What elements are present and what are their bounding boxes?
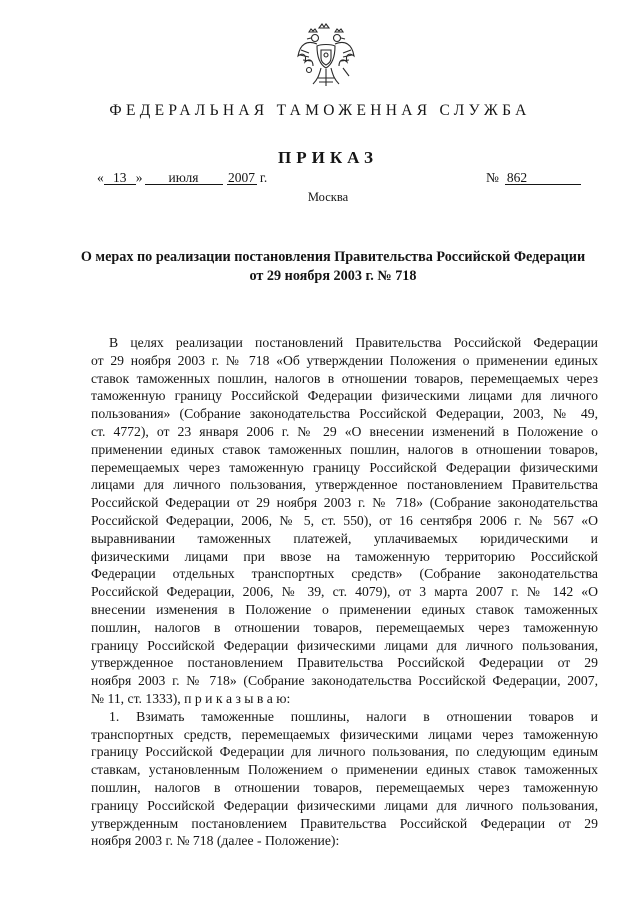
body-line: ноября 2003 г. № 718 (далее - Положение): xyxy=(91,833,340,849)
body-line: таможенную границу Российской Федерации физическими лицами для личного xyxy=(91,388,598,404)
body-line: выравнивании таможенных платежей, уплачиваемых юридическими и xyxy=(91,530,598,546)
order-title: ПРИКАЗ xyxy=(278,148,378,167)
body-line: Российской Федерации, 2006, № 5, ст. 550), от 16 сентября 2006 г. № 567 «О xyxy=(91,512,598,528)
order-subject xyxy=(48,248,618,286)
date-close-quote: » xyxy=(135,170,143,185)
body-line: внесении изменения в Положение о применении единых ставок таможенных xyxy=(91,601,598,617)
body-line: утвержденное постановлением Правительства Российской Федерации от 29 xyxy=(91,655,598,671)
coat-of-arms-emblem xyxy=(295,22,357,92)
body-line: от 29 ноября 2003 г. № 718 «Об утверждении Положения о применении единых xyxy=(91,352,598,368)
order-date xyxy=(97,170,267,186)
number-label: № xyxy=(486,170,499,185)
date-open-quote: « xyxy=(97,170,104,185)
body-line: физическими лицами при ввозе на таможенную территорию Российской xyxy=(91,548,598,564)
date-day: 13 xyxy=(104,171,136,185)
body-line: № 11, ст. 1333), п р и к а з ы в а ю: xyxy=(91,690,291,706)
body-line: ставкам, установленным Положением о применении единых ставок таможенных xyxy=(91,762,598,778)
date-month: июля xyxy=(145,171,223,185)
body-line: пошлин, налогов в отношении товаров, перемещаемых через таможенную xyxy=(91,779,598,795)
body-line: ст. 4772), от 23 января 2006 г. № 29 «О внесении изменений в Положение о xyxy=(91,423,598,439)
body-line: лицами для личного пользования, утвержденное постановлением Правительства xyxy=(91,477,598,493)
body-line: перемещаемых через таможенную границу Российской Федерации физическими xyxy=(91,459,598,475)
order-body xyxy=(91,334,598,850)
number-value: 862 xyxy=(505,171,581,185)
order-number xyxy=(486,170,581,186)
agency-name: ФЕДЕРАЛЬНАЯ ТАМОЖЕННАЯ СЛУЖБА xyxy=(109,102,531,119)
body-line: Российской Федерации от 29 ноября 2003 г. № 718» (Собрание законодательства xyxy=(91,495,598,511)
body-line: Федерации отдельных транспортных средств» (Собрание законодательства xyxy=(91,566,598,582)
body-line: В целях реализации постановлений Правительства Российской Федерации xyxy=(109,335,598,350)
subject-line-1: О мерах по реализации постановления Правительства Российской Федерации xyxy=(80,249,586,265)
date-suffix: г. xyxy=(259,170,268,185)
body-line: Российской Федерации, 2006, № 39, ст. 4079), от 3 марта 2007 г. № 142 «О xyxy=(91,584,598,600)
body-line: утвержденным постановлением Правительства Российской Федерации от 29 xyxy=(91,815,598,831)
body-line: 1. Взимать таможенные пошлины, налоги в отношении товаров и xyxy=(109,708,598,724)
body-line: пользования» (Собрание законодательства Российской Федерации, 2003, № 49, xyxy=(91,406,598,422)
body-line: ноября 2003 г. № 718» (Собрание законодательства Российской Федерации, 2007, xyxy=(91,673,598,689)
body-line: пошлин, налогов в отношении товаров, перемещаемых через таможенную xyxy=(91,619,598,635)
body-line: границу Российской Федерации физическими лицами для личного пользования, xyxy=(91,797,598,813)
body-line: транспортных средств, перемещаемых физическими лицами через таможенную xyxy=(91,726,598,742)
city: Москва xyxy=(307,190,349,204)
date-year: 2007 xyxy=(228,170,255,185)
body-line: границу Российской Федерации для личного пользования, по следующим единым xyxy=(91,744,598,760)
body-line: применении единых ставок таможенных пошлин, налогов в отношении товаров, xyxy=(91,441,598,457)
subject-line-2: от 29 ноября 2003 г. № 718 xyxy=(249,268,417,284)
body-line: границу Российской Федерации физическими лицами для личного пользования, xyxy=(91,637,598,653)
body-line: ставок таможенных пошлин, налогов в отношении товаров, перемещаемых через xyxy=(91,370,598,386)
